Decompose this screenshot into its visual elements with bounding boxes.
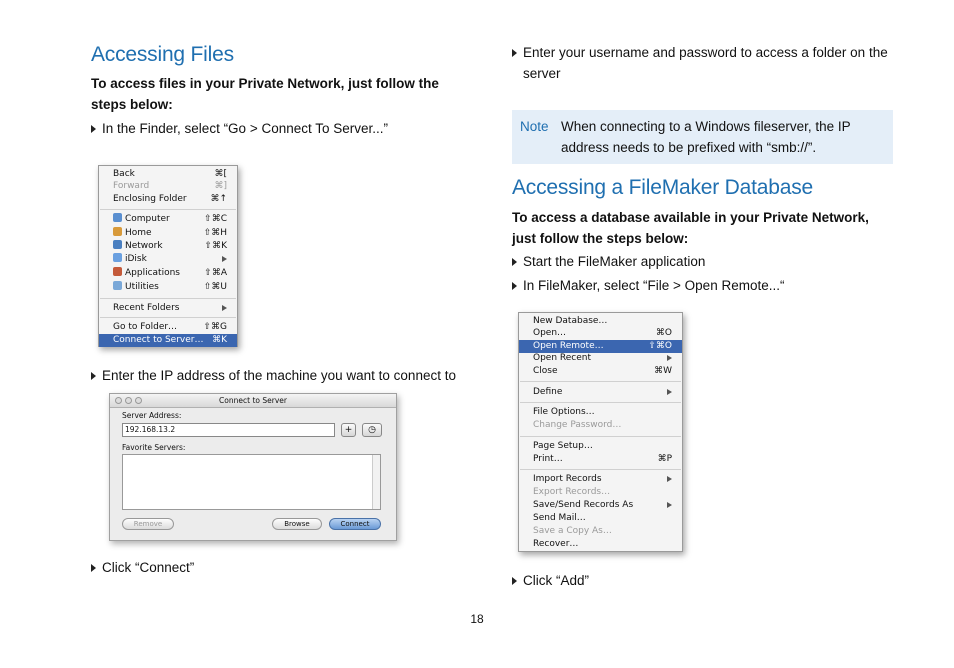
menu-item-shortcut: ⇧⌘K	[204, 241, 227, 251]
submenu-arrow-icon	[667, 476, 672, 482]
step-text: In the Finder, select “Go > Connect To Server...”	[102, 121, 389, 136]
menu-separator	[520, 381, 681, 382]
menu-item-label: File Options…	[533, 407, 595, 417]
recent-servers-button[interactable]: ◷	[362, 423, 382, 437]
utilities-icon	[113, 281, 122, 290]
go-menu-item[interactable]	[99, 227, 237, 240]
filemaker-file-menu	[518, 312, 683, 552]
page-number: 18	[470, 612, 484, 626]
file-menu-item	[519, 525, 682, 538]
menu-separator	[100, 209, 236, 210]
menu-item-label: Open…	[533, 328, 567, 338]
menu-separator	[520, 469, 681, 470]
menu-item-shortcut: ⌘K	[212, 335, 227, 345]
note-label: Note	[520, 119, 549, 134]
dialog-title-bar	[110, 394, 396, 408]
applications-icon	[113, 267, 122, 276]
go-menu-item	[99, 180, 237, 193]
menu-item-label: Network	[125, 241, 163, 251]
menu-item-label: Forward	[113, 181, 150, 191]
file-menu-item[interactable]	[519, 352, 682, 365]
step-finder-go	[91, 118, 481, 139]
connect-to-server-dialog	[109, 393, 397, 541]
intro-accessing-filemaker: To access a database available in your Private Network, just follow the steps below:	[512, 210, 869, 246]
menu-item-shortcut: ⇧⌘A	[204, 268, 227, 278]
step-enter-credentials	[512, 42, 897, 84]
menu-item-label: Save a Copy As…	[533, 526, 612, 536]
connect-button[interactable]: Connect	[329, 518, 381, 530]
step-click-add	[512, 570, 897, 591]
file-menu-item[interactable]	[519, 453, 682, 466]
bullet-arrow-icon	[91, 372, 96, 380]
file-menu-item[interactable]	[519, 386, 682, 399]
file-menu-item[interactable]	[519, 406, 682, 419]
menu-separator	[100, 317, 236, 318]
home-icon	[113, 227, 122, 236]
computer-icon	[113, 213, 122, 222]
file-menu-item[interactable]	[519, 499, 682, 512]
menu-item-label: Utilities	[125, 282, 159, 292]
menu-item-label: Connect to Server…	[113, 335, 204, 345]
go-menu-item[interactable]	[99, 213, 237, 226]
file-menu-item[interactable]	[519, 538, 682, 551]
minimize-window-icon[interactable]	[125, 397, 132, 404]
submenu-arrow-icon	[667, 355, 672, 361]
step-click-connect	[91, 557, 481, 578]
menu-item-label: Enclosing Folder	[113, 194, 187, 204]
step-text: Click “Add”	[523, 573, 590, 588]
menu-item-label: Recent Folders	[113, 303, 180, 313]
server-address-label: Server Address:	[122, 411, 182, 420]
bullet-arrow-icon	[512, 49, 517, 57]
step-enter-ip	[91, 365, 481, 386]
go-menu-item[interactable]	[99, 334, 237, 347]
menu-item-label: Back	[113, 169, 135, 179]
file-menu-item	[519, 486, 682, 499]
menu-item-label: Send Mail…	[533, 513, 586, 523]
step-text: Enter the IP address of the machine you want to connect to	[102, 368, 456, 383]
submenu-arrow-icon	[222, 305, 227, 311]
menu-item-shortcut: ⌘O	[655, 328, 672, 338]
go-menu-item[interactable]	[99, 253, 237, 266]
step-open-remote	[512, 275, 897, 296]
menu-item-label: Go to Folder…	[113, 322, 178, 332]
network-icon	[113, 240, 122, 249]
bullet-arrow-icon	[91, 564, 96, 572]
browse-button[interactable]: Browse	[272, 518, 322, 530]
menu-item-shortcut: ⌘[	[214, 169, 227, 179]
menu-item-label: iDisk	[125, 254, 147, 264]
menu-item-label: Open Remote…	[533, 341, 604, 351]
bullet-arrow-icon	[512, 282, 517, 290]
menu-item-label: Home	[125, 228, 152, 238]
go-menu-item[interactable]	[99, 321, 237, 334]
server-address-input[interactable]: 192.168.13.2	[122, 423, 335, 437]
go-menu-item[interactable]	[99, 302, 237, 315]
menu-item-label: Close	[533, 366, 558, 376]
file-menu-item	[519, 419, 682, 432]
menu-item-label: Recover…	[533, 539, 579, 549]
add-favorite-button[interactable]: +	[341, 423, 356, 437]
heading-accessing-filemaker: Accessing a FileMaker Database	[512, 176, 813, 199]
finder-go-menu	[98, 165, 238, 347]
zoom-window-icon[interactable]	[135, 397, 142, 404]
submenu-arrow-icon	[222, 256, 227, 262]
menu-item-shortcut: ⇧⌘C	[204, 214, 227, 224]
go-menu-item[interactable]	[99, 193, 237, 206]
menu-item-shortcut: ⌘]	[214, 181, 227, 191]
step-text: Start the FileMaker application	[523, 254, 706, 269]
menu-separator	[100, 298, 236, 299]
note-box	[512, 110, 893, 164]
favorite-servers-label: Favorite Servers:	[122, 443, 186, 452]
submenu-arrow-icon	[667, 502, 672, 508]
menu-item-label: Computer	[125, 214, 170, 224]
menu-separator	[520, 402, 681, 403]
step-text: Click “Connect”	[102, 560, 195, 575]
bullet-arrow-icon	[512, 258, 517, 266]
file-menu-item[interactable]	[519, 512, 682, 525]
note-text: When connecting to a Windows fileserver, the IP address needs to be prefixed with “smb://”.	[561, 119, 851, 155]
idisk-icon	[113, 253, 122, 262]
remove-button[interactable]: Remove	[122, 518, 174, 530]
bullet-arrow-icon	[512, 577, 517, 585]
menu-item-shortcut: ⌘P	[657, 454, 672, 464]
dialog-title: Connect to Server	[219, 396, 287, 405]
close-window-icon[interactable]	[115, 397, 122, 404]
menu-item-label: Open Recent	[533, 353, 592, 363]
file-menu-item[interactable]	[519, 365, 682, 378]
favorites-scrollbar[interactable]	[372, 455, 380, 509]
go-menu-item[interactable]	[99, 281, 237, 294]
menu-item-label: Page Setup…	[533, 441, 593, 451]
menu-item-shortcut: ⇧⌘H	[203, 228, 227, 238]
menu-item-label: Define	[533, 387, 563, 397]
menu-item-label: Save/Send Records As	[533, 500, 634, 510]
step-text: In FileMaker, select “File > Open Remote...“	[523, 278, 785, 293]
menu-item-label: Change Password…	[533, 420, 622, 430]
submenu-arrow-icon	[667, 389, 672, 395]
menu-item-label: Import Records	[533, 474, 602, 484]
intro-accessing-files: To access files in your Private Network, just follow the steps below:	[91, 76, 439, 112]
menu-item-label: Export Records…	[533, 487, 611, 497]
file-menu-item[interactable]	[519, 473, 682, 486]
step-text: Enter your username and password to access a folder on the server	[523, 45, 888, 81]
menu-item-shortcut: ⇧⌘U	[203, 282, 227, 292]
menu-item-label: Applications	[125, 268, 180, 278]
heading-accessing-files: Accessing Files	[91, 43, 234, 66]
file-menu-item[interactable]	[519, 440, 682, 453]
favorite-servers-list[interactable]	[122, 454, 381, 510]
step-start-filemaker	[512, 251, 897, 272]
menu-item-shortcut: ⌘↑	[210, 194, 227, 204]
go-menu-item[interactable]	[99, 240, 237, 253]
bullet-arrow-icon	[91, 125, 96, 133]
go-menu-item[interactable]	[99, 267, 237, 280]
menu-separator	[520, 436, 681, 437]
menu-item-shortcut: ⇧⌘O	[648, 341, 672, 351]
menu-item-shortcut: ⇧⌘G	[203, 322, 227, 332]
menu-item-label: New Database…	[533, 316, 608, 326]
menu-item-shortcut: ⌘W	[654, 366, 672, 376]
menu-item-label: Print…	[533, 454, 563, 464]
file-menu-item[interactable]	[519, 327, 682, 340]
